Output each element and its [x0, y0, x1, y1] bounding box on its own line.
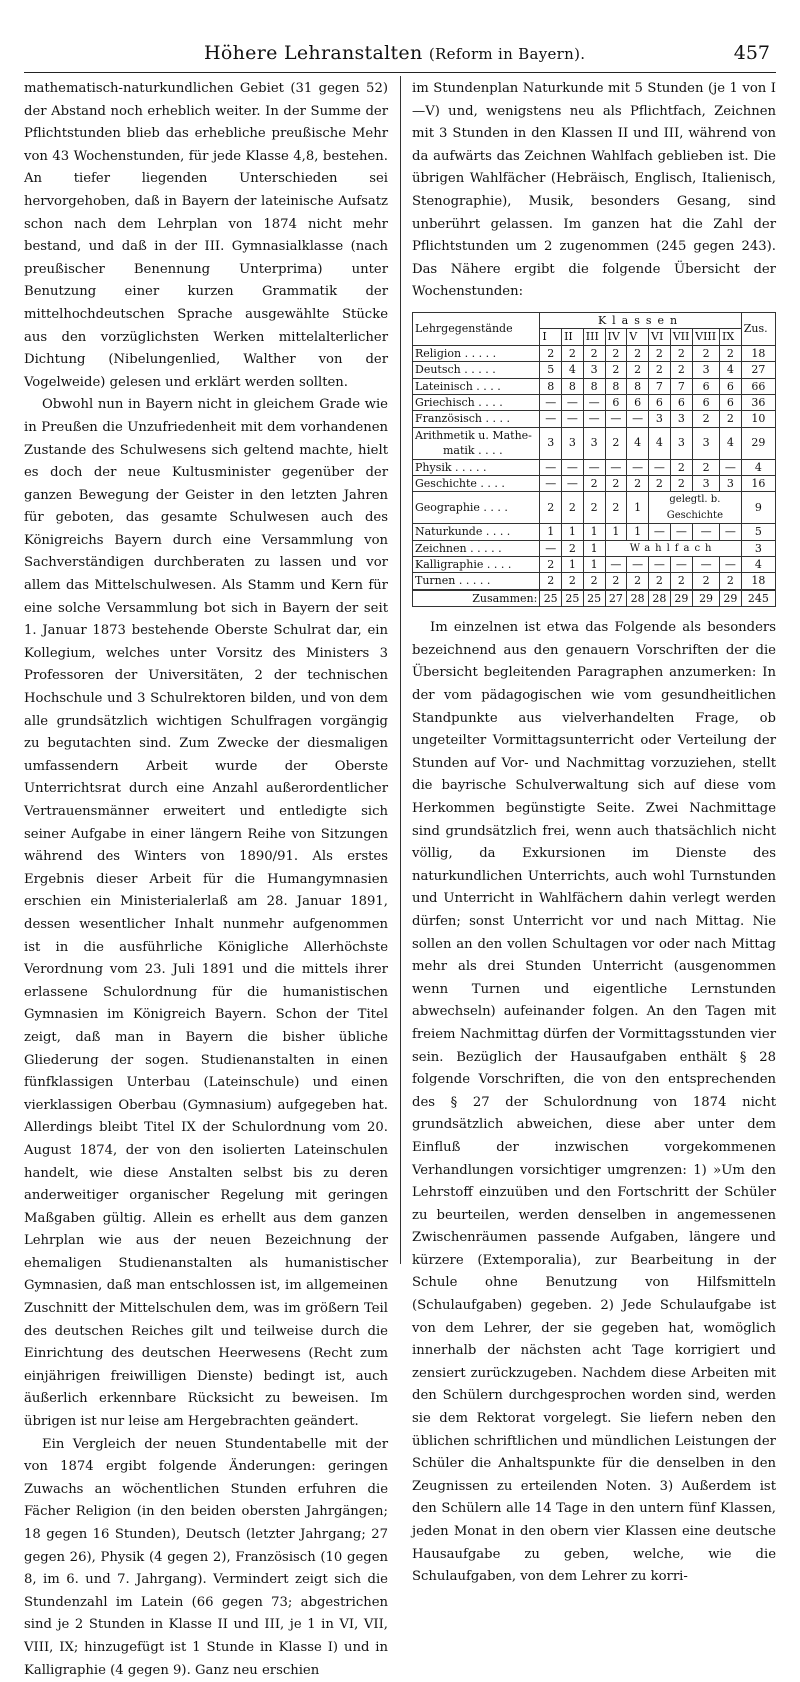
hours-cell: 2	[649, 345, 671, 361]
hours-cell: —	[693, 524, 720, 540]
table-header-row	[413, 312, 776, 328]
row-sum-cell: 3	[741, 540, 775, 556]
row-sum-cell: 18	[741, 573, 775, 590]
hours-cell: 8	[627, 378, 649, 394]
subject-cell: Physik . . . . .	[413, 459, 540, 475]
hours-cell: 2	[670, 362, 692, 378]
sum-header: Zus.	[741, 312, 775, 345]
header-rule	[24, 72, 776, 73]
subject-cell: Religion . . . . .	[413, 345, 540, 361]
hours-cell: —	[540, 459, 562, 475]
hours-cell: 6	[649, 394, 671, 410]
hours-cell: —	[605, 557, 627, 573]
hours-cell: 1	[540, 524, 562, 540]
running-title-sub: (Reform in Bayern).	[428, 45, 586, 63]
hours-cell: 6	[627, 394, 649, 410]
subject-line: matik . . . .	[443, 444, 503, 458]
hours-cell: 2	[605, 362, 627, 378]
table-row	[413, 411, 776, 427]
class-header: I	[540, 329, 562, 345]
hours-cell: 2	[562, 573, 584, 590]
left-column	[24, 78, 388, 1682]
hours-cell: 2	[670, 459, 692, 475]
hours-cell: 8	[605, 378, 627, 394]
hours-cell: 6	[720, 378, 742, 394]
hours-cell: 2	[605, 345, 627, 361]
row-sum-cell: 18	[741, 345, 775, 361]
row-sum-cell: 27	[741, 362, 775, 378]
row-sum-cell: 29	[741, 427, 775, 459]
total-cell: 29	[720, 590, 742, 607]
hours-cell: 3	[670, 411, 692, 427]
total-cell: 28	[627, 590, 649, 607]
hours-cell: 5	[540, 362, 562, 378]
hours-cell: 2	[670, 573, 692, 590]
table-row	[413, 540, 776, 556]
hours-cell: 1	[583, 524, 605, 540]
class-header: VI	[649, 329, 671, 345]
column-divider	[400, 76, 401, 1264]
hours-cell: 2	[540, 557, 562, 573]
row-sum-cell: 4	[741, 459, 775, 475]
paragraph: Obwohl nun in Bayern nicht in gleichem Grade wie in Preußen die Unzufriedenheit mit dem vorhandenen Zustande des Schulwesens sich geltend machte, hielt es doch der neue Kultusminister gegenüber der ganzen Bewegung der Geister in den letzten Jahren für geboten, das gesamte Schulwesen auch des Königreichs Bayern durch eine Versammlung von Sachverständigen durchberaten zu lassen und vor allem das Mittelschulwesen. Als Stamm und Kern für eine solche Versammlung bot sich in Bayern der seit 1. Januar 1873 bestehende Oberste Schulrat dar, ein Kollegium, welches unter Vorsitz des Ministers 3 Professoren der Universitäten, 2 der technischen Hochschule und 3 Schulrektoren bilden, und von dem alle grundsätzlich wichtigen Schulfragen vorgängig zu begutachten sind. Zum Zwecke der diesmaligen umfassendern Arbeit wurde der Oberste Unterrichtsrat durch eine Anzahl außerordentlicher Vertrauensmänner erweitert und entledigte sich seiner Aufgabe in einer längern Reihe von Sitzungen während des Winters von 1890/91. Als erstes Ergebnis dieser Arbeit für die Humangymnasien erschien ein Ministerialerlaß am 28. Januar 1891, dessen wesentlicher Inhalt nunmehr aufgenommen ist in die ausführliche Königliche Allerhöchste Verordnung vom 23. Juli 1891 und die mittels ihrer erlassene Schulordnung für die humanistischen Gymnasien im Königreich Bayern. Schon der Titel zeigt, daß man in Bayern die bisher übliche Gliederung der sogen. Studienanstalten in einen fünfklassigen Unterbau (Lateinschule) und einen vierklassigen Oberbau (Gymnasium) aufgegeben hat. Allerdings bleibt Titel IX der Schulordnung vom 20. August 1874, der von den isolierten Lateinschulen handelt, wie diese Anstalten selbst bis zu deren anderweitiger organischer Regelung mit geringen Maßgaben gültig. Allein es erhellt aus dem ganzen Lehrplan wie aus der neuen Bezeichnung der ehemaligen Studienanstalten als humanistischer Gymnasien, daß man entschlossen ist, im allgemeinen Zuschnitt der Mittelschulen dem, was im größern Teil des deutschen Reiches gilt und teilweise durch die Einrichtung des deutschen Heerwesens (Recht zum einjährigen freiwilligen Dienste) bedingt ist, auch äußerlich erkennbare Rücksicht zu beweisen. Im übrigen ist nur leise am Hergebrachten geändert.	[24, 397, 388, 1430]
hours-cell: 8	[540, 378, 562, 394]
class-header: II	[562, 329, 584, 345]
subject-cell: Geschichte . . . .	[413, 476, 540, 492]
hours-cell: 6	[720, 394, 742, 410]
table-row	[413, 459, 776, 475]
total-cell: 29	[670, 590, 692, 607]
total-label: Zusammen:	[413, 590, 540, 607]
hours-cell: 3	[693, 427, 720, 459]
subject-cell: Geographie . . . .	[413, 492, 540, 524]
hours-cell: —	[720, 524, 742, 540]
table-row	[413, 524, 776, 540]
row-sum-cell: 66	[741, 378, 775, 394]
hours-cell: —	[562, 459, 584, 475]
hours-cell: —	[649, 459, 671, 475]
hours-cell: 2	[583, 476, 605, 492]
hours-cell: 8	[583, 378, 605, 394]
hours-cell: 4	[649, 427, 671, 459]
total-cell: 29	[693, 590, 720, 607]
hours-cell: 2	[540, 345, 562, 361]
hours-cell: —	[627, 557, 649, 573]
hours-cell: —	[540, 411, 562, 427]
hours-cell: 3	[693, 362, 720, 378]
row-sum-cell: 36	[741, 394, 775, 410]
class-header: VIII	[693, 329, 720, 345]
table-row	[413, 362, 776, 378]
hours-cell: 2	[627, 573, 649, 590]
class-header: III	[583, 329, 605, 345]
hours-cell: 2	[540, 492, 562, 524]
hours-cell: 1	[583, 540, 605, 556]
hours-cell: —	[670, 557, 692, 573]
hours-cell: —	[540, 476, 562, 492]
hours-cell: 4	[720, 427, 742, 459]
paragraph: mathematisch-naturkundlichen Gebiet (31 gegen 52) der Abstand noch erheblich weiter. In der Summe der Pflichtstunden blieb das erhebliche preußische Mehr von 43 Wochenstunden, für jede Klasse 4,8, bestehen. An tiefer liegenden Unterschieden sei hervorgehoben, daß in Bayern der lateinische Aufsatz schon nach dem Lehrplan von 1874 nicht mehr bestand, und daß in der III. Gymnasialklasse (nach preußischer Benennung Unterprima) unter Benutzung einer kurzen Grammatik der mittelhochdeutschen Sprache ausgewählte Stücke aus den vorzüglichsten Werken mittelalterlicher Dichtung (Nibelungenlied, Walther von der Vogelweide) gelesen und erklärt werden sollten.	[24, 81, 388, 390]
hours-cell: 6	[605, 394, 627, 410]
hours-cell: —	[720, 557, 742, 573]
hours-cell: 4	[562, 362, 584, 378]
class-header: IX	[720, 329, 742, 345]
row-sum-cell: 10	[741, 411, 775, 427]
hours-cell: 2	[605, 573, 627, 590]
subject-cell: Lateinisch . . . .	[413, 378, 540, 394]
class-header: V	[627, 329, 649, 345]
hours-cell: 1	[605, 524, 627, 540]
hours-cell: —	[670, 524, 692, 540]
hours-cell: 3	[693, 476, 720, 492]
total-cell: 25	[562, 590, 584, 607]
hours-cell: 1	[562, 557, 584, 573]
hours-cell: 2	[720, 345, 742, 361]
subject-cell: Zeichnen . . . . .	[413, 540, 540, 556]
total-cell: 27	[605, 590, 627, 607]
hours-cell: —	[562, 476, 584, 492]
table-row	[413, 427, 776, 459]
hours-cell: 6	[693, 378, 720, 394]
hours-cell: 1	[562, 524, 584, 540]
hours-cell: 2	[583, 345, 605, 361]
hours-cell: —	[540, 540, 562, 556]
hours-cell: 2	[540, 573, 562, 590]
hours-cell: 2	[627, 476, 649, 492]
total-cell: 25	[583, 590, 605, 607]
hours-cell: —	[562, 394, 584, 410]
subject-cell: Naturkunde . . . .	[413, 524, 540, 540]
hours-cell: 3	[720, 476, 742, 492]
hours-cell: 2	[720, 573, 742, 590]
hours-cell: —	[540, 394, 562, 410]
subject-cell: Griechisch . . . .	[413, 394, 540, 410]
running-title	[204, 42, 585, 64]
hours-cell: 2	[605, 492, 627, 524]
hours-cell: 1	[583, 557, 605, 573]
hours-cell: 2	[627, 362, 649, 378]
hours-cell: —	[649, 524, 671, 540]
hours-cell: —	[583, 459, 605, 475]
hours-cell: 2	[693, 411, 720, 427]
hours-cell: 8	[562, 378, 584, 394]
hours-cell: 6	[693, 394, 720, 410]
running-title-main: Höhere Lehranstalten	[204, 42, 423, 64]
subject-cell	[413, 427, 540, 459]
hours-cell: 3	[562, 427, 584, 459]
subject-cell: Deutsch . . . . .	[413, 362, 540, 378]
hours-cell: 2	[649, 573, 671, 590]
hours-cell: 7	[670, 378, 692, 394]
subject-line: Arithmetik u. Mathe-	[415, 428, 532, 442]
hours-cell: —	[583, 411, 605, 427]
hours-cell: 2	[562, 540, 584, 556]
table-row	[413, 573, 776, 590]
row-sum-cell: 9	[741, 492, 775, 524]
hours-cell: 1	[627, 524, 649, 540]
hours-cell: 2	[627, 345, 649, 361]
hours-cell: 2	[562, 345, 584, 361]
hours-cell: —	[627, 459, 649, 475]
hours-cell: 1	[627, 492, 649, 524]
lesson-hours-table	[412, 312, 776, 607]
subject-cell: Kalligraphie . . . .	[413, 557, 540, 573]
grand-total-cell: 245	[741, 590, 775, 607]
hours-cell: 4	[720, 362, 742, 378]
hours-cell: —	[583, 394, 605, 410]
class-header: VII	[670, 329, 692, 345]
hours-cell: 2	[670, 476, 692, 492]
subject-header: Lehrgegenstände	[413, 312, 540, 345]
hours-cell: 3	[540, 427, 562, 459]
paragraph: Im einzelnen ist etwa das Folgende als besonders bezeichnend aus den genauern Vorschriften der die Übersicht begleitenden Paragraphen anzumerken: In der vom pädagogischen wie vom gesundheitlichen Standpunkte aus vielverhandelten Frage, ob ungeteilter Vormittagsunterricht oder Verteilung der Stunden auf Vor- und Nachmittag vorzuziehen, stellt die bayrische Schulverwaltung sich auf diese vom Herkommen begünstigte Seite. Zwei Nachmittage sind grundsätzlich frei, wenn auch thatsächlich nicht völlig, da Exkursionen im Dienste des naturkundlichen Unterrichts, auch wohl Turnstunden und Unterricht in Wahlfächern dahin verlegt werden dürfen; sonst Unterricht vor und nach Mittag. Nie sollen an den vollen Schultagen vor oder nach Mittag mehr als drei Stunden Unterricht (ausgenommen wenn Turnen und eigentliche Lernstunden abwechseln) aufeinander folgen. An den Tagen mit freiem Nachmittag dürfen der Vormittagsstunden vier sein. Bezüglich der Hausaufgaben enthält § 28 folgende Vorschriften, die von den entsprechenden des § 27 der Schulordnung von 1874 nicht grundsätzlich abweichen, diese aber unter dem Einfluß der inzwischen vorgekommenen Verhandlungen vorsichtiger umgrenzen: 1) »Um den Lehrstoff einzuüben und den Fortschritt der Schüler zu beurteilen, werden denselben in angemessenen Zwischenräumen passende Aufgaben, längere und kürzere (Extemporalia), zur Bearbeitung in der Schule ohne Benutzung von Hilfsmitteln (Schulaufgaben) gegeben. 2) Jede Schulaufgabe ist von dem Lehrer, der sie gegeben hat, womöglich innerhalb der nächsten acht Tage korrigiert und zensiert zurückzugeben. Nachdem diese Arbeiten mit den Schülern durchgesprochen worden sind, werden sie dem Rektorat vorgelegt. Sie liefern neben den üblichen schriftlichen und mündlichen Leistungen der Schüler die Anhaltspunkte für die denselben in den Zeugnissen zu erteilenden Noten. 3) Außerdem ist den Schülern alle 14 Tage in den untern fünf Klassen, jeden Monat in den obern vier Klassen eine deutsche Hausaufgabe zu geben, welche, wie die Schulaufgaben, von dem Lehrer zu korri-	[412, 620, 776, 1585]
running-header	[24, 42, 776, 74]
note-cell: gelegtl. b. Geschichte	[649, 492, 742, 524]
hours-cell: 2	[693, 573, 720, 590]
hours-cell: —	[627, 411, 649, 427]
hours-cell: 2	[649, 362, 671, 378]
hours-cell: 2	[649, 476, 671, 492]
hours-cell: —	[649, 557, 671, 573]
classes-header: Klassen	[540, 312, 741, 328]
table-row	[413, 476, 776, 492]
hours-cell: —	[605, 459, 627, 475]
hours-cell: 2	[605, 427, 627, 459]
table-body	[413, 345, 776, 607]
table-row	[413, 394, 776, 410]
hours-cell: 2	[605, 476, 627, 492]
table-row	[413, 492, 776, 524]
hours-cell: 2	[583, 492, 605, 524]
class-header: IV	[605, 329, 627, 345]
total-row	[413, 590, 776, 607]
table-row	[413, 378, 776, 394]
hours-cell: —	[720, 459, 742, 475]
hours-cell: 2	[693, 345, 720, 361]
hours-cell: 2	[670, 345, 692, 361]
hours-cell: 3	[670, 427, 692, 459]
subject-cell: Französisch . . . .	[413, 411, 540, 427]
hours-cell: 3	[583, 362, 605, 378]
hours-cell: 4	[627, 427, 649, 459]
subject-cell: Turnen . . . . .	[413, 573, 540, 590]
row-sum-cell: 16	[741, 476, 775, 492]
hours-cell: —	[693, 557, 720, 573]
hours-cell: 6	[670, 394, 692, 410]
note-cell: Wahlfach	[605, 540, 741, 556]
table-row	[413, 557, 776, 573]
hours-cell: 2	[562, 492, 584, 524]
total-cell: 25	[540, 590, 562, 607]
row-sum-cell: 5	[741, 524, 775, 540]
hours-cell: 7	[649, 378, 671, 394]
hours-cell: 2	[720, 411, 742, 427]
hours-cell: —	[562, 411, 584, 427]
total-cell: 28	[649, 590, 671, 607]
paragraph: im Stundenplan Naturkunde mit 5 Stunden (je 1 von I—V) und, wenigstens neu als Pflichtfach, Zeichnen mit 3 Stunden in den Klassen II und III, während von da aufwärts das Zeichnen Wahlfach geblieben ist. Die übrigen Wahlfächer (Hebräisch, Englisch, Italienisch, Stenographie), Musik, besonders Gesang, sind unberührt gelassen. Im ganzen hat die Zahl der Pflichtstunden um 2 zugenommen (245 gegen 243). Das Nähere ergibt die folgende Übersicht der Wochenstunden:	[412, 81, 776, 300]
row-sum-cell: 4	[741, 557, 775, 573]
right-column	[412, 78, 776, 1589]
page-number: 457	[733, 42, 770, 64]
hours-cell: 2	[693, 459, 720, 475]
paragraph: Ein Vergleich der neuen Stundentabelle mit der von 1874 ergibt folgende Änderungen: geringen Zuwachs an wöchentlichen Stunden erfuhren die Fächer Religion (in den beiden obersten Jahrgängen; 18 gegen 16 Stunden), Deutsch (letzter Jahrgang; 27 gegen 26), Physik (4 gegen 2), Französisch (10 gegen 8, im 6. und 7. Jahrgang). Vermindert zeigt sich die Stundenzahl im Latein (66 gegen 73; abgestrichen sind je 2 Stunden in Klasse II und III, je 1 in VI, VII, VIII, IX; hinzugefügt ist 1 Stunde in Klasse I) und in Kalligraphie (4 gegen 9). Ganz neu erschien	[24, 1436, 388, 1678]
table-row	[413, 345, 776, 361]
hours-cell: 3	[649, 411, 671, 427]
hours-cell: 3	[583, 427, 605, 459]
hours-cell: 2	[583, 573, 605, 590]
hours-cell: —	[605, 411, 627, 427]
